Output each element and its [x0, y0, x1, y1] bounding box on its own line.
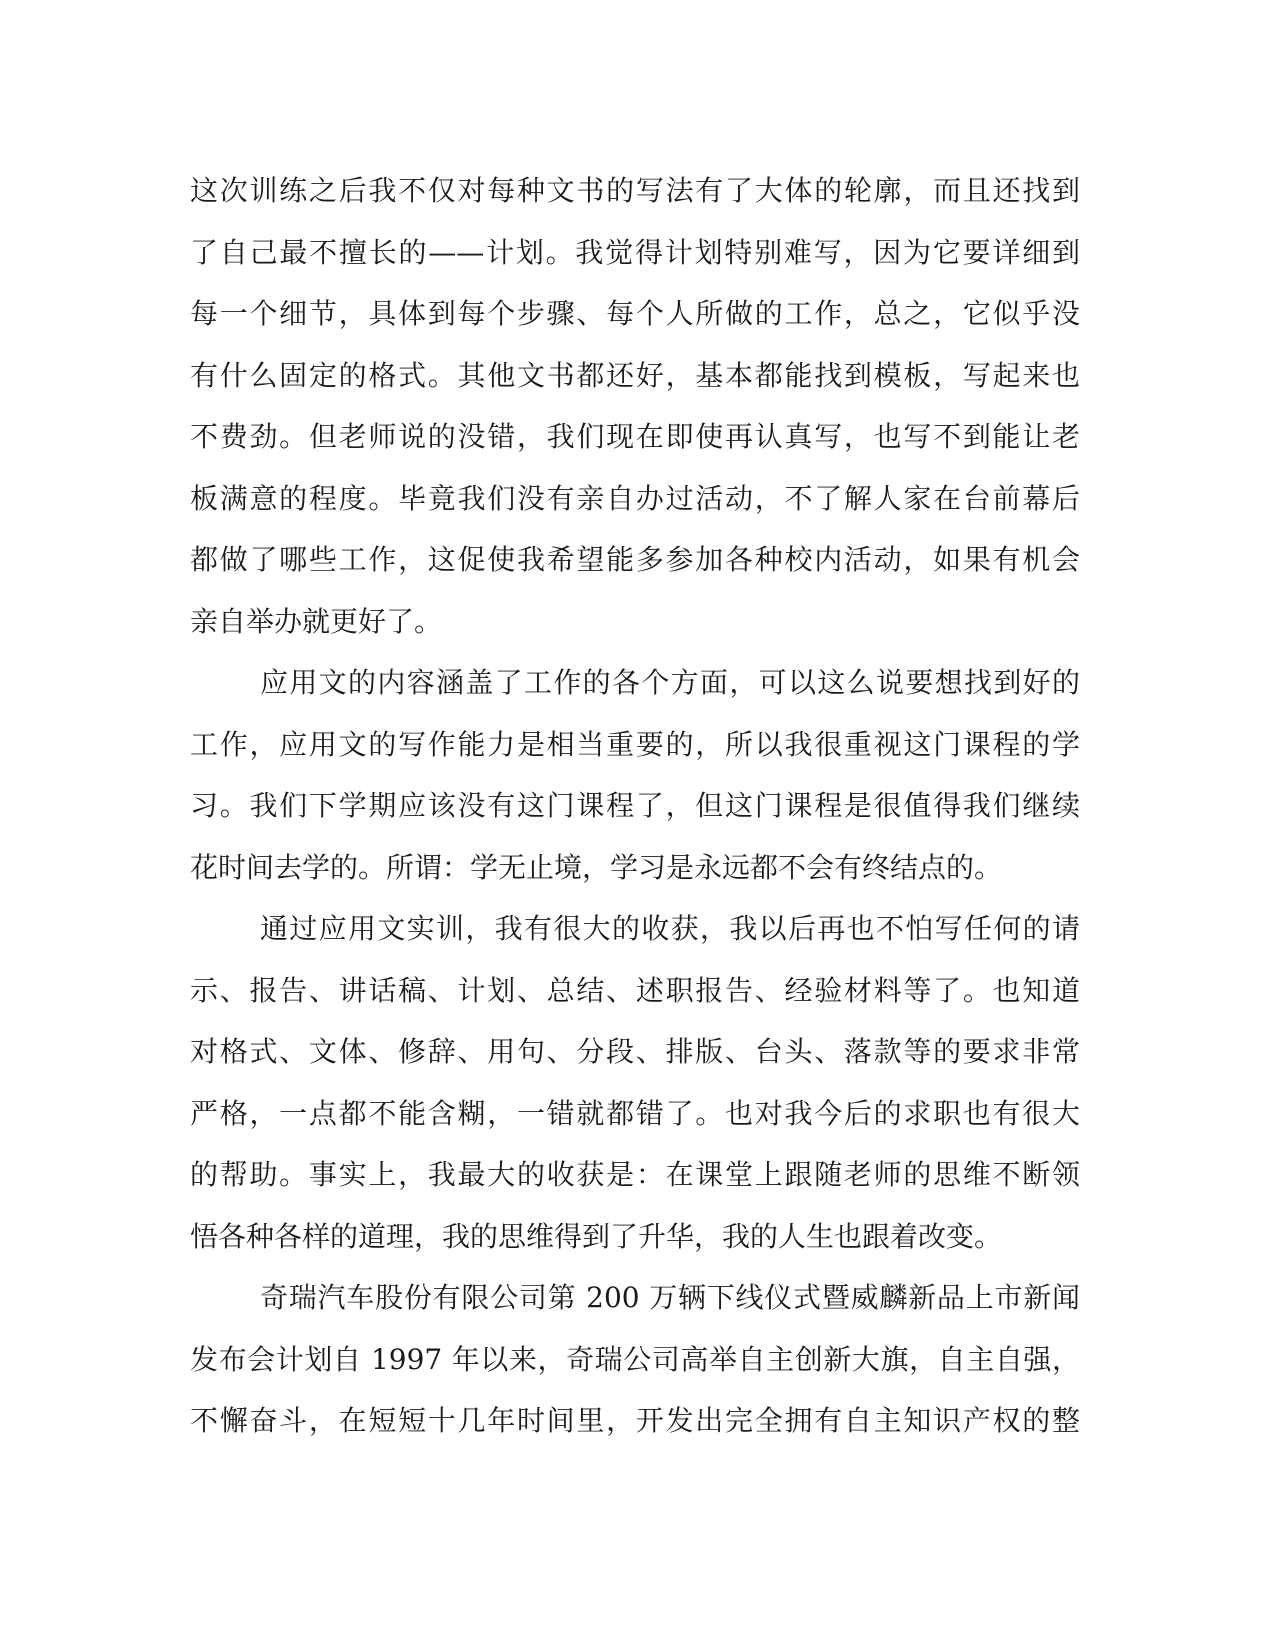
text-line: 发布会计划自 1997 年以来，奇瑞公司高举自主创新大旗，自主自强， [190, 1342, 1080, 1376]
body-text [190, 160, 1080, 1452]
text-line: 习。我们下学期应该没有这门课程了，但这门课程是很值得我们继续 [190, 789, 1080, 822]
text-line: 这次训练之后我不仅对每种文书的写法有了大体的轮廓，而且还找到 [190, 174, 1080, 207]
paragraph-first-line: 应用文的内容涵盖了工作的各个方面，可以这么说要想找到好的 [260, 666, 1080, 699]
paragraph-first-line: 奇瑞汽车股份有限公司第 200 万辆下线仪式暨威麟新品上市新闻 [260, 1281, 1080, 1314]
text-line: 对格式、文体、修辞、用句、分段、排版、台头、落款等的要求非常 [190, 1035, 1080, 1068]
text-line: 的帮助。事实上，我最大的收获是：在课堂上跟随老师的思维不断领 [190, 1158, 1080, 1191]
text-line: 工作，应用文的写作能力是相当重要的，所以我很重视这门课程的学 [190, 727, 1080, 761]
text-line: 花时间去学的。所谓：学无止境，学习是永远都不会有终结点的。 [190, 850, 1003, 884]
paragraph-first-line: 通过应用文实训，我有很大的收获，我以后再也不怕写任何的请 [260, 912, 1080, 945]
text-line: 了自己最不擅长的——计划。我觉得计划特别难写，因为它要详细到 [190, 235, 1080, 269]
text-line: 示、报告、讲话稿、计划、总结、述职报告、经验材料等了。也知道 [190, 973, 1080, 1007]
text-line: 板满意的程度。毕竟我们没有亲自办过活动，不了解人家在台前幕后 [190, 481, 1080, 515]
text-line: 不费劲。但老师说的没错，我们现在即使再认真写，也写不到能让老 [190, 420, 1080, 453]
text-line: 不懈奋斗，在短短十几年时间里，开发出完全拥有自主知识产权的整 [190, 1404, 1080, 1437]
text-line: 悟各种各样的道理，我的思维得到了升华，我的人生也跟着改变。 [190, 1219, 1003, 1253]
text-line: 严格，一点都不能含糊，一错就都错了。也对我今后的求职也有很大 [190, 1096, 1080, 1130]
text-line: 亲自举办就更好了。 [190, 604, 443, 638]
text-line: 有什么固定的格式。其他文书都还好，基本都能找到模板，写起来也 [190, 358, 1080, 392]
text-line: 每一个细节，具体到每个步骤、每个人所做的工作，总之，它似乎没 [190, 297, 1080, 330]
text-line: 都做了哪些工作，这促使我希望能多参加各种校内活动，如果有机会 [190, 543, 1080, 576]
